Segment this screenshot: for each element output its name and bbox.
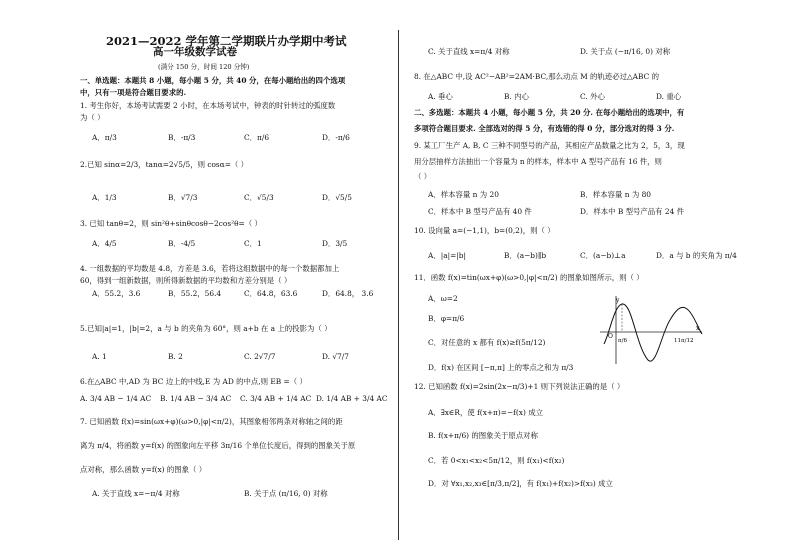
q10-option-d: D．a 与 b 的夹角为 π/4: [656, 251, 737, 260]
q6-stem: 6.在△ABC 中,AD 为 BC 边上的中线,E 为 AD 的中点,则 EB =（ ）: [80, 377, 307, 386]
q9-option-d: D．样本中 B 型号产品有 24 件: [580, 207, 685, 216]
q11-option-c: C．对任意的 x 都有 f(x)≥f(5π/12): [428, 338, 546, 347]
q10-stem: 10. 设向量 a=(−1,1)，b=(0,2)，则（ ）: [414, 226, 555, 235]
q11-option-d: D．f(x) 在区间 [−π,π] 上的零点之和为 π/3: [428, 363, 574, 372]
q4-option-b: B．55.2，56.4: [168, 289, 222, 298]
q3-option-a: A．4/5: [92, 239, 117, 248]
section2-line1: 二、多选题：本题共 4 小题，每小题 5 分，共 20 分. 在每小题给出的选项中，有: [414, 108, 685, 117]
exam-info: (满分 150 分，时间 120 分钟): [158, 63, 250, 71]
q4-option-c: C．64.8，63.6: [244, 289, 298, 298]
q12-option-b: B. f(x+π/6) 的图象关于原点对称: [428, 431, 538, 440]
q1-option-d: D．-π/6: [322, 133, 350, 142]
q1-line1: 1. 考生你好，本场考试需要 2 小时，在本场考试中，钟表的时针转过的弧度数: [80, 101, 336, 110]
q5-option-b: B. 2: [168, 352, 183, 361]
q8-option-d: D. 重心: [656, 92, 682, 101]
q1-option-a: A．π/3: [92, 133, 117, 142]
q12-stem: 12. 已知函数 f(x)=2sin(2x−π/3)+1 则下列说法正确的是（ ）: [414, 382, 625, 391]
q11-sine-graph: [598, 292, 704, 368]
q11-stem: 11．函数 f(x)=tin(ωx+φ)(ω>0,|φ|<π/2) 的图象如图所示，则（ ）: [414, 273, 644, 282]
section1-line1: 一、单选题：本题共 8 小题，每小题 5 分，共 40 分，在每小题给出的四个选项: [80, 76, 346, 85]
q4-option-d: D．64.8， 3.6: [322, 289, 374, 298]
q9-line2: 用分层抽样方法抽出一个容量为 n 的样本，样本中 A 型号产品有 16 件，则: [414, 157, 662, 166]
q5-stem: 5.已知|a|=1，|b|=2，a 与 b 的夹角为 60°，则 a+b 在 a 上的投影为（ ）: [80, 324, 332, 333]
q8-option-a: A. 垂心: [428, 92, 453, 101]
q3-option-d: D．3/5: [322, 239, 348, 248]
q8-option-b: B. 内心: [504, 92, 529, 101]
origin-label: O: [608, 333, 613, 340]
q3-stem: 3. 已知 tanθ=2，则 sin²θ+sinθcosθ−2cos²θ=（ ）: [80, 219, 262, 228]
q3-option-c: C．1: [244, 239, 262, 248]
section2-line2: 多项符合题目要求. 全部选对的得 5 分，有选错的得 0 分，部分选对的得 3 分.: [414, 124, 675, 133]
q7-line3: 点对称，那么函数 y=f(x) 的图象（ ）: [80, 465, 207, 474]
q6-option-c: C. 3/4 AB + 1/4 AC: [240, 394, 312, 403]
q5-option-a: A. 1: [92, 352, 107, 361]
q6-option-d: D. 1/4 AB + 3/4 AC: [316, 394, 388, 403]
sine-curve: [604, 304, 702, 361]
q11-option-a: A．ω=2: [428, 294, 458, 303]
q3-option-b: B．-4/5: [168, 239, 196, 248]
q9-option-b: B．样本容量 n 为 80: [580, 190, 651, 199]
y-label: y: [616, 297, 620, 304]
q2-stem: 2.已知 sinα=2/3，tanα=2√5/5，则 cosα=（ ）: [80, 160, 249, 169]
q7-option-a: A. 关于直线 x=−π/4 对称: [92, 489, 180, 498]
q7-option-b: B. 关于点 (π/16, 0) 对称: [244, 489, 328, 498]
q1-option-b: B．-π/3: [168, 133, 196, 142]
q4-option-a: A．55.2，3.6: [92, 289, 141, 298]
q5-option-c: C. 2√7/7: [244, 352, 276, 361]
q2-option-a: A．1/3: [92, 193, 117, 202]
q12-option-c: C．若 0<x₁<x₂<5π/12，则 f(x₁)<f(x₂): [428, 456, 565, 465]
column-divider: [398, 30, 399, 540]
tick-pi6: π/6: [618, 338, 627, 344]
q2-option-d: D．√5/5: [322, 193, 352, 202]
exam-title: 2021—2022 学年第二学期联片办学期中考试: [106, 34, 347, 48]
q6-option-a: A. 3/4 AB − 1/4 AC: [80, 394, 152, 403]
exam-subtitle: 高一年级数学试卷: [153, 46, 237, 58]
q8-option-c: C. 外心: [580, 92, 605, 101]
q11-option-b: B．φ=π/6: [428, 314, 465, 323]
q12-option-d: D．对 ∀x₁,x₂,x₃∈[π/3,π/2]，有 f(x₁)+f(x₂)>f(x₃) 成立: [428, 479, 613, 488]
q2-option-c: C．√5/3: [244, 193, 274, 202]
q7-line2: 离为 π/4，将函数 y=f(x) 的图象向左平移 3π/16 个单位长度后，得到的图象关于原: [80, 441, 356, 450]
q8-stem: 8. 在△ABC 中,设 AC²−AB²=2AM·BC,那么动点 M 的轨迹必过△ABC 的: [414, 72, 659, 81]
q9-line3: （ ）: [414, 172, 432, 181]
q9-option-a: A．样本容量 n 为 20: [428, 190, 499, 199]
q1-line2: 为（ ）: [80, 113, 105, 122]
right-column: [402, 0, 794, 550]
q10-option-c: C．(a−b)⊥a: [580, 251, 626, 260]
q9-line1: 9. 某工厂生产 A, B, C 三种不同型号的产品，其相应产品数量之比为 2，5，3，现: [414, 141, 685, 150]
q5-option-d: D. √7/7: [322, 352, 349, 361]
tick-11pi12: 11π/12: [674, 338, 694, 344]
left-column: [0, 0, 396, 550]
x-label: x: [696, 325, 700, 332]
q4-line1: 4. 一组数据的平均数是 4.8，方差是 3.6，若将这组数据中的每一个数据都加上: [80, 264, 340, 273]
section1-line2: 中，只有一项是符合题目要求的.: [80, 88, 187, 97]
q7-option-d: D. 关于点 (−π/16, 0) 对称: [580, 47, 671, 56]
q2-option-b: B．√7/3: [168, 193, 198, 202]
q4-line2: 60，得到一组新数据，则所得新数据的平均数和方差分别是（ ）: [80, 276, 292, 285]
q9-option-c: C．样本中 B 型号产品有 40 件: [428, 207, 532, 216]
q10-option-b: B．(a−b)∥b: [504, 251, 547, 260]
q1-option-c: C．π/6: [244, 133, 270, 142]
q7-line1: 7. 已知函数 f(x)=sin(ωx+φ)(ω>0,|φ|<π/2)，其图象相邻两条对称轴之间的距: [80, 417, 343, 426]
q10-option-a: A．|a|=|b|: [428, 251, 467, 260]
q12-option-a: A．∃x∈R，使 f(x+π)=−f(x) 成立: [428, 408, 543, 417]
q7-option-c: C. 关于直线 x=π/4 对称: [428, 47, 510, 56]
q6-option-b: B. 1/4 AB − 3/4 AC: [160, 394, 232, 403]
